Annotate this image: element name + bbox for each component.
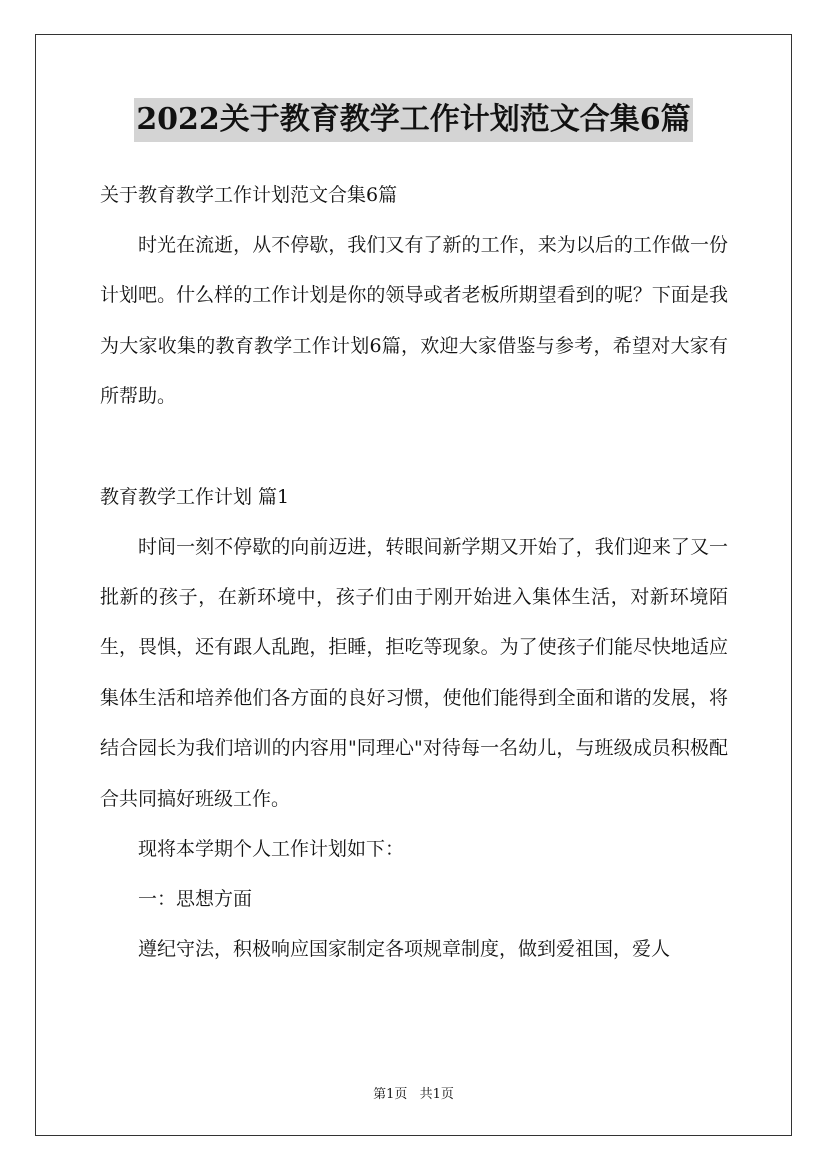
section-heading: 教育教学工作计划 篇1 xyxy=(100,485,290,508)
page-total: 共1页 xyxy=(419,1087,454,1102)
body-paragraph-1: 时间一刻不停歇的向前迈进，转眼间新学期又开始了，我们迎来了又一批新的孩子，在新环境中，孩子们由于刚开始进入集体生活，对新环境陌生，畏惧，还有跟人乱跑，拒睡，拒吃等现象。为了使孩子们能尽快地适应集体生活和培养他们各方面的良好习惯，使他们能得到全面和谐的发展，将结合园长为我们培训的内容用"同理心"对待每一名幼儿，与班级成员积极配合共同搞好班级工作。 xyxy=(100,535,728,810)
body-paragraph-3: 一：思想方面 xyxy=(138,888,253,911)
document-subtitle: 关于教育教学工作计划范文合集6篇 xyxy=(100,184,398,206)
document-body xyxy=(100,170,728,974)
body-paragraph-2: 现将本学期个人工作计划如下： xyxy=(138,838,405,861)
spacer xyxy=(100,422,728,472)
body-paragraph-4: 遵纪守法，积极响应国家制定各项规章制度，做到爱祖国，爱人 xyxy=(138,938,671,961)
document-title: 2022关于教育教学工作计划范文合集6篇 xyxy=(134,98,692,142)
page-footer xyxy=(0,1083,827,1102)
title-wrapper xyxy=(0,98,827,142)
intro-paragraph: 时光在流逝，从不停歇，我们又有了新的工作，来为以后的工作做一份计划吧。什么样的工作计划是你的领导或者老板所期望看到的呢？下面是我为大家收集的教育教学工作计划6篇，欢迎大家借鉴与参考，希望对大家有所帮助。 xyxy=(100,234,728,408)
page-number: 第1页 xyxy=(373,1087,408,1102)
